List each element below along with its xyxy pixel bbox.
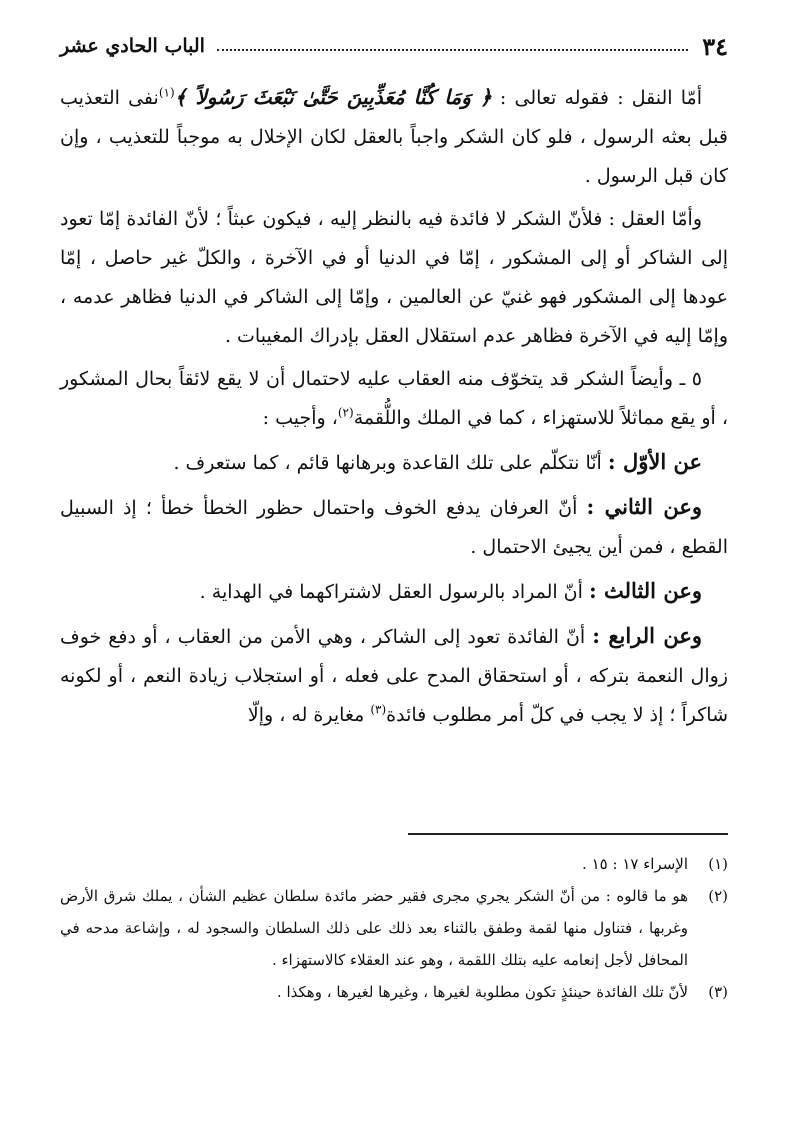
answer-label: وعن الرابع : [592, 623, 702, 648]
answer-text: أنّ الفائدة تعود إلى الشاكر ، وهي الأمن من العقاب ، أو دفع خوف زوال النعمة بتركه ، أو استحقاق المدح على فعله ، أو استجلاب زيادة النعم ، أو لكونه شاكراً ؛ إذ لا يجب في كلّ أمر مطلوب فائدة [60, 626, 728, 726]
answer-fourth [60, 616, 728, 735]
footnote-text: هو ما قالوه : من أنّ الشكر يجري مجرى فقير حضر مائدة سلطان عظيم الشأن ، يملك شرق الأرض وغربها ، فتناول منها لقمة وطفق بالثناء بعد ذلك على ذلك السلطان والسجود له ، وإشاعة مدحه في المحافل لأجل إنعامه عليه بتلك اللقمة ، وهو عند العقلاء كالاستهزاء . [60, 887, 688, 969]
answer-tail: مغايرة له ، وإلّا [247, 704, 371, 726]
book-page [60, 0, 728, 1123]
footnote-number: (٣) [708, 983, 728, 1001]
main-text [60, 78, 728, 739]
footnote-number: (٢) [708, 887, 728, 905]
paragraph-rest: نفى التعذيب قبل بعثه الرسول ، فلو كان الشكر واجباً بالعقل لكان الإخلال به موجباً للتعذيب ، وإن كان قبل الرسول . [60, 87, 728, 187]
answer-text: أنّ العرفان يدفع الخوف واحتمال حظور الخطأ خطأ ؛ إذ السبيل القطع ، فمن أين يجيئ الاحتمال . [60, 497, 728, 558]
paragraph-tail: ، وأجيب : [262, 407, 338, 429]
answer-third [60, 571, 728, 612]
paragraph-rational-proof: وأمّا العقل : فلأنّ الشكر لا فائدة فيه بالنظر إليه ، فيكون عبثاً ؛ لأنّ الفائدة إمّا تعود إلى الشاكر أو إلى المشكور ، إمّا في الدنيا أو في الآخرة ، والكلّ غير حاصل ، إمّا عودها إلى المشكور فهو غنيّ عن العالمين ، وإمّا إلى الشاكر في الدنيا فظاهر عدمه ، وإمّا إليه في الآخرة فظاهر عدم استقلال العقل بإدراك المغيبات . [60, 208, 728, 347]
footnote-text: الإسراء ١٧ : ١٥ . [582, 855, 688, 873]
footnote-item [60, 848, 728, 880]
answer-second [60, 487, 728, 567]
footnote-item [60, 976, 728, 1008]
paragraph-fifth-objection [60, 360, 728, 438]
footnotes [60, 848, 728, 1008]
quran-verse: ﴿ وَمَا كُنَّا مُعَذِّبِينَ حَتَّىٰ نَبْعَثَ رَسُولاً ﴾ [174, 85, 492, 109]
answer-first [60, 442, 728, 483]
paragraph-text: ٥ ـ وأيضاً الشكر قد يتخوّف منه العقاب عليه لاحتمال أن لا يقع لائقاً بحال المشكور ، أو يقع مماثلاً للاستهزاء ، كما في الملك واللُّقمة [60, 368, 728, 429]
answer-text: أنّا نتكلّم على تلك القاعدة وبرهانها قائم ، كما ستعرف . [173, 452, 608, 474]
footnote-text: لأنّ تلك الفائدة حينئذٍ تكون مطلوبة لغيرها ، وغيرها لغيرها ، وهكذا . [276, 983, 688, 1001]
footnote-separator [408, 833, 728, 835]
answer-text: أنّ المراد بالرسول العقل لاشتراكهما في الهداية . [199, 581, 589, 603]
answer-label: عن الأوّل : [607, 449, 702, 474]
answer-label: وعن الثاني : [586, 494, 702, 519]
paragraph-transmitted-proof [60, 78, 728, 196]
footnote-ref-3: (٣) [370, 702, 387, 717]
footnote-number: (١) [708, 855, 728, 873]
footnote-item [60, 880, 728, 976]
page-header [60, 30, 728, 62]
page-number: ٣٤ [702, 31, 728, 61]
header-dotted-leader [217, 49, 688, 51]
footnote-ref-1: (١) [158, 85, 175, 100]
answer-label: وعن الثالث : [588, 578, 702, 603]
chapter-title: الباب الحادي عشر [60, 35, 205, 57]
paragraph-lead: أمّا النقل : فقوله تعالى : [491, 87, 702, 109]
footnote-ref-2: (٢) [337, 405, 354, 420]
